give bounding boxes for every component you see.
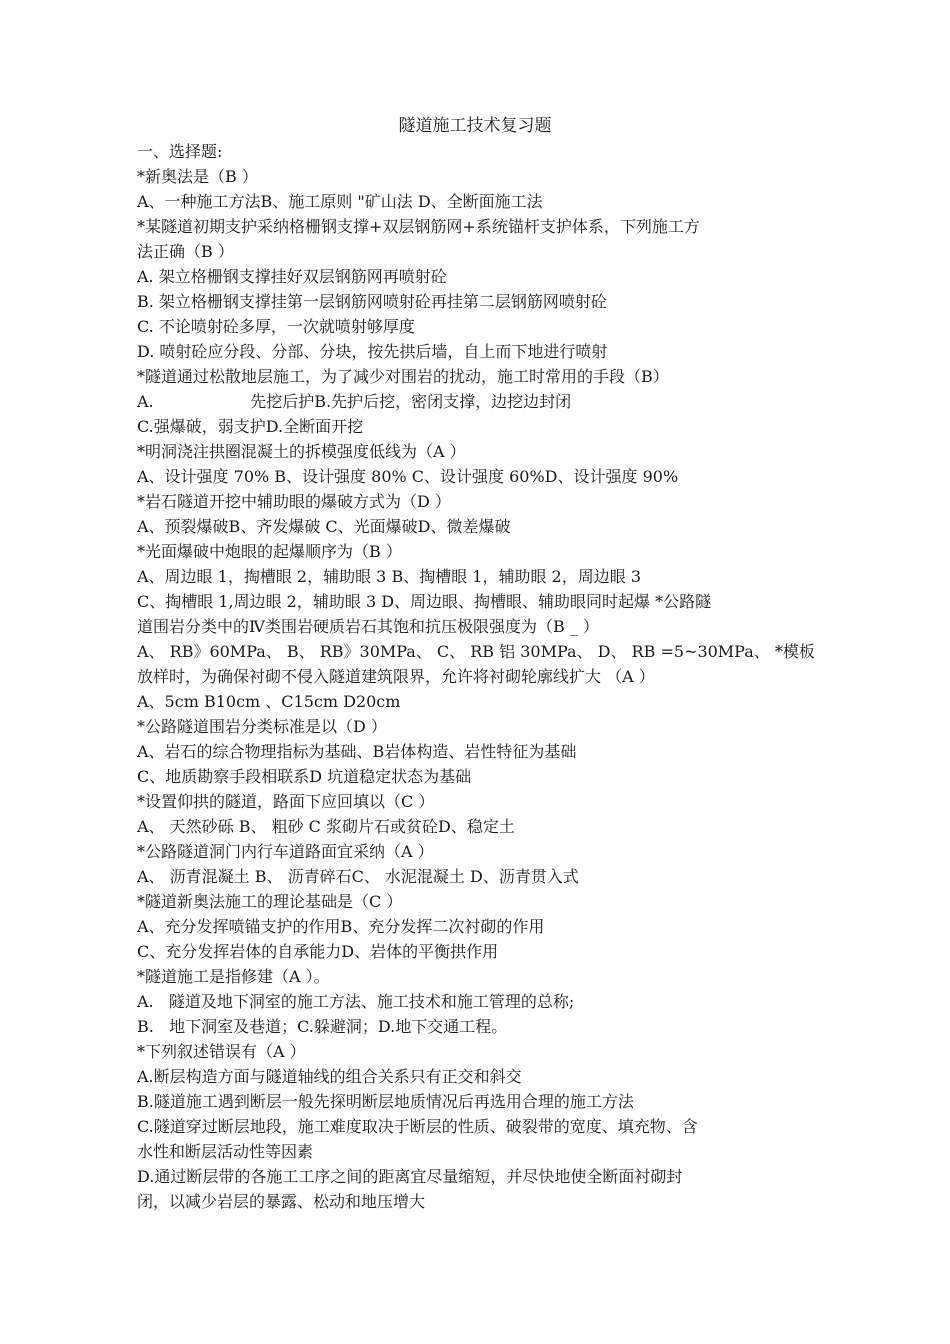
text-line: 法正确（B ） — [137, 242, 234, 261]
text-line: *设置仰拱的隧道，路面下应回填以（C ） — [137, 792, 435, 811]
text-line: A、设计强度 70% B、设计强度 80% C、设计强度 60%D、设计强度 90% — [137, 467, 679, 486]
text-line: *岩石隧道开挖中辅助眼的爆破方式为（D ） — [137, 492, 451, 511]
text-line: *明洞浇注拱圈混凝土的拆模强度低线为（A ） — [137, 442, 466, 461]
text-line: A、 RB》60MPa、 B、 RB》30MPa、 C、 RB 铝 30MPa、 D、 RB =5~30MPa、 *模板 — [137, 642, 815, 661]
text-line: 水性和断层活动性等因素 — [137, 1142, 314, 1161]
text-line: 闭，以减少岩层的暴露、松动和地压增大 — [137, 1192, 426, 1211]
text-line: B.隧道施工遇到断层一般先探明断层地质情况后再选用合理的施工方法 — [137, 1092, 634, 1111]
text-line: A. 先挖后护B.先护后挖，密闭支撑，边挖边封闭 — [137, 392, 572, 411]
text-line: *下列叙述错误有（A ） — [137, 1042, 306, 1061]
text-line: *隧道新奥法施工的理论基础是（C ） — [137, 892, 403, 911]
text-line: A、 天然砂砾 B、 粗砂 C 浆砌片石或贫砼D、稳定土 — [137, 817, 515, 836]
text-line: *公路隧道洞门内行车道路面宜采纳（A ） — [137, 842, 434, 861]
text-line: B. 架立格栅钢支撑挂第一层钢筋网喷射砼再挂第二层钢筋网喷射砼 — [137, 292, 607, 311]
text-line: A、预裂爆破B、齐发爆破 C、光面爆破D、微差爆破 — [137, 517, 511, 536]
text-line: C.强爆破，弱支护D.全断面开挖 — [137, 417, 364, 436]
text-line: A. 隧道及地下洞室的施工方法、施工技术和施工管理的总称; — [137, 992, 575, 1011]
text-line: A、周边眼 1，掏槽眼 2，辅助眼 3 B、掏槽眼 1，辅助眼 2，周边眼 3 — [137, 567, 641, 586]
text-line: *隧道施工是指修建（A ）。 — [137, 967, 330, 986]
text-line: D. 喷射砼应分段、分部、分块，按先拱后墙，自上而下地进行喷射 — [137, 342, 608, 361]
text-line: A、岩石的综合物理指标为基础、B岩体构造、岩性特征为基础 — [137, 742, 577, 761]
text-line: C.隧道穿过断层地段，施工难度取决于断层的性质、破裂带的宽度、填充物、含 — [137, 1117, 698, 1136]
text-line: *隧道通过松散地层施工，为了减少对围岩的扰动，施工时常用的手段（B） — [137, 367, 669, 386]
text-line: A. 架立格栅钢支撑挂好双层钢筋网再喷射砼 — [137, 267, 447, 286]
text-line: C、充分发挥岩体的自承能力D、岩体的平衡拱作用 — [137, 942, 499, 961]
text-line: C、地质勘察手段相联系D 坑道稳定状态为基础 — [137, 767, 472, 786]
text-line: 道围岩分类中的Ⅳ类围岩硬质岩石其饱和抗压极限强度为（B _ ） — [137, 617, 599, 636]
text-line: D.通过断层带的各施工工序之间的距离宜尽量缩短，并尽快地使全断面衬砌封 — [137, 1167, 683, 1186]
text-line: A、一种施工方法B、施工原则 "矿山法 D、全断面施工法 — [137, 192, 543, 211]
text-line: C、掏槽眼 1,周边眼 2，辅助眼 3 D、周边眼、掏槽眼、辅助眼同时起爆 *公路隧 — [137, 592, 712, 611]
question-list — [137, 139, 827, 1214]
text-line: A、充分发挥喷锚支护的作用B、充分发挥二次衬砌的作用 — [137, 917, 545, 936]
text-line: 一、选择题: — [137, 142, 223, 161]
text-line: A.断层构造方面与隧道轴线的组合关系只有正交和斜交 — [137, 1067, 522, 1086]
document-title: 隧道施工技术复习题 — [398, 116, 552, 136]
text-line: C. 不论喷射砼多厚，一次就喷射够厚度 — [137, 317, 415, 336]
text-line: *新奥法是（B ） — [137, 167, 258, 186]
text-line: *光面爆破中炮眼的起爆顺序为（B ） — [137, 542, 402, 561]
text-line: A、5cm B10cm 、C15cm D20cm — [137, 692, 401, 711]
text-line: *公路隧道围岩分类标准是以（D ） — [137, 717, 387, 736]
text-line: B. 地下洞室及巷道；C.躲避洞；D.地下交通工程。 — [137, 1017, 508, 1036]
text-line: A、 沥青混凝土 B、 沥青碎石C、 水泥混凝土 D、沥青贯入式 — [137, 867, 579, 886]
text-line: 放样时，为确保衬砌不侵入隧道建筑限界，允许将衬砌轮廓线扩大 （A ） — [137, 667, 655, 686]
text-line: *某隧道初期支护采纳格栅钢支撑+双层钢筋网+系统锚杆支护体系，下列施工方 — [137, 217, 700, 236]
